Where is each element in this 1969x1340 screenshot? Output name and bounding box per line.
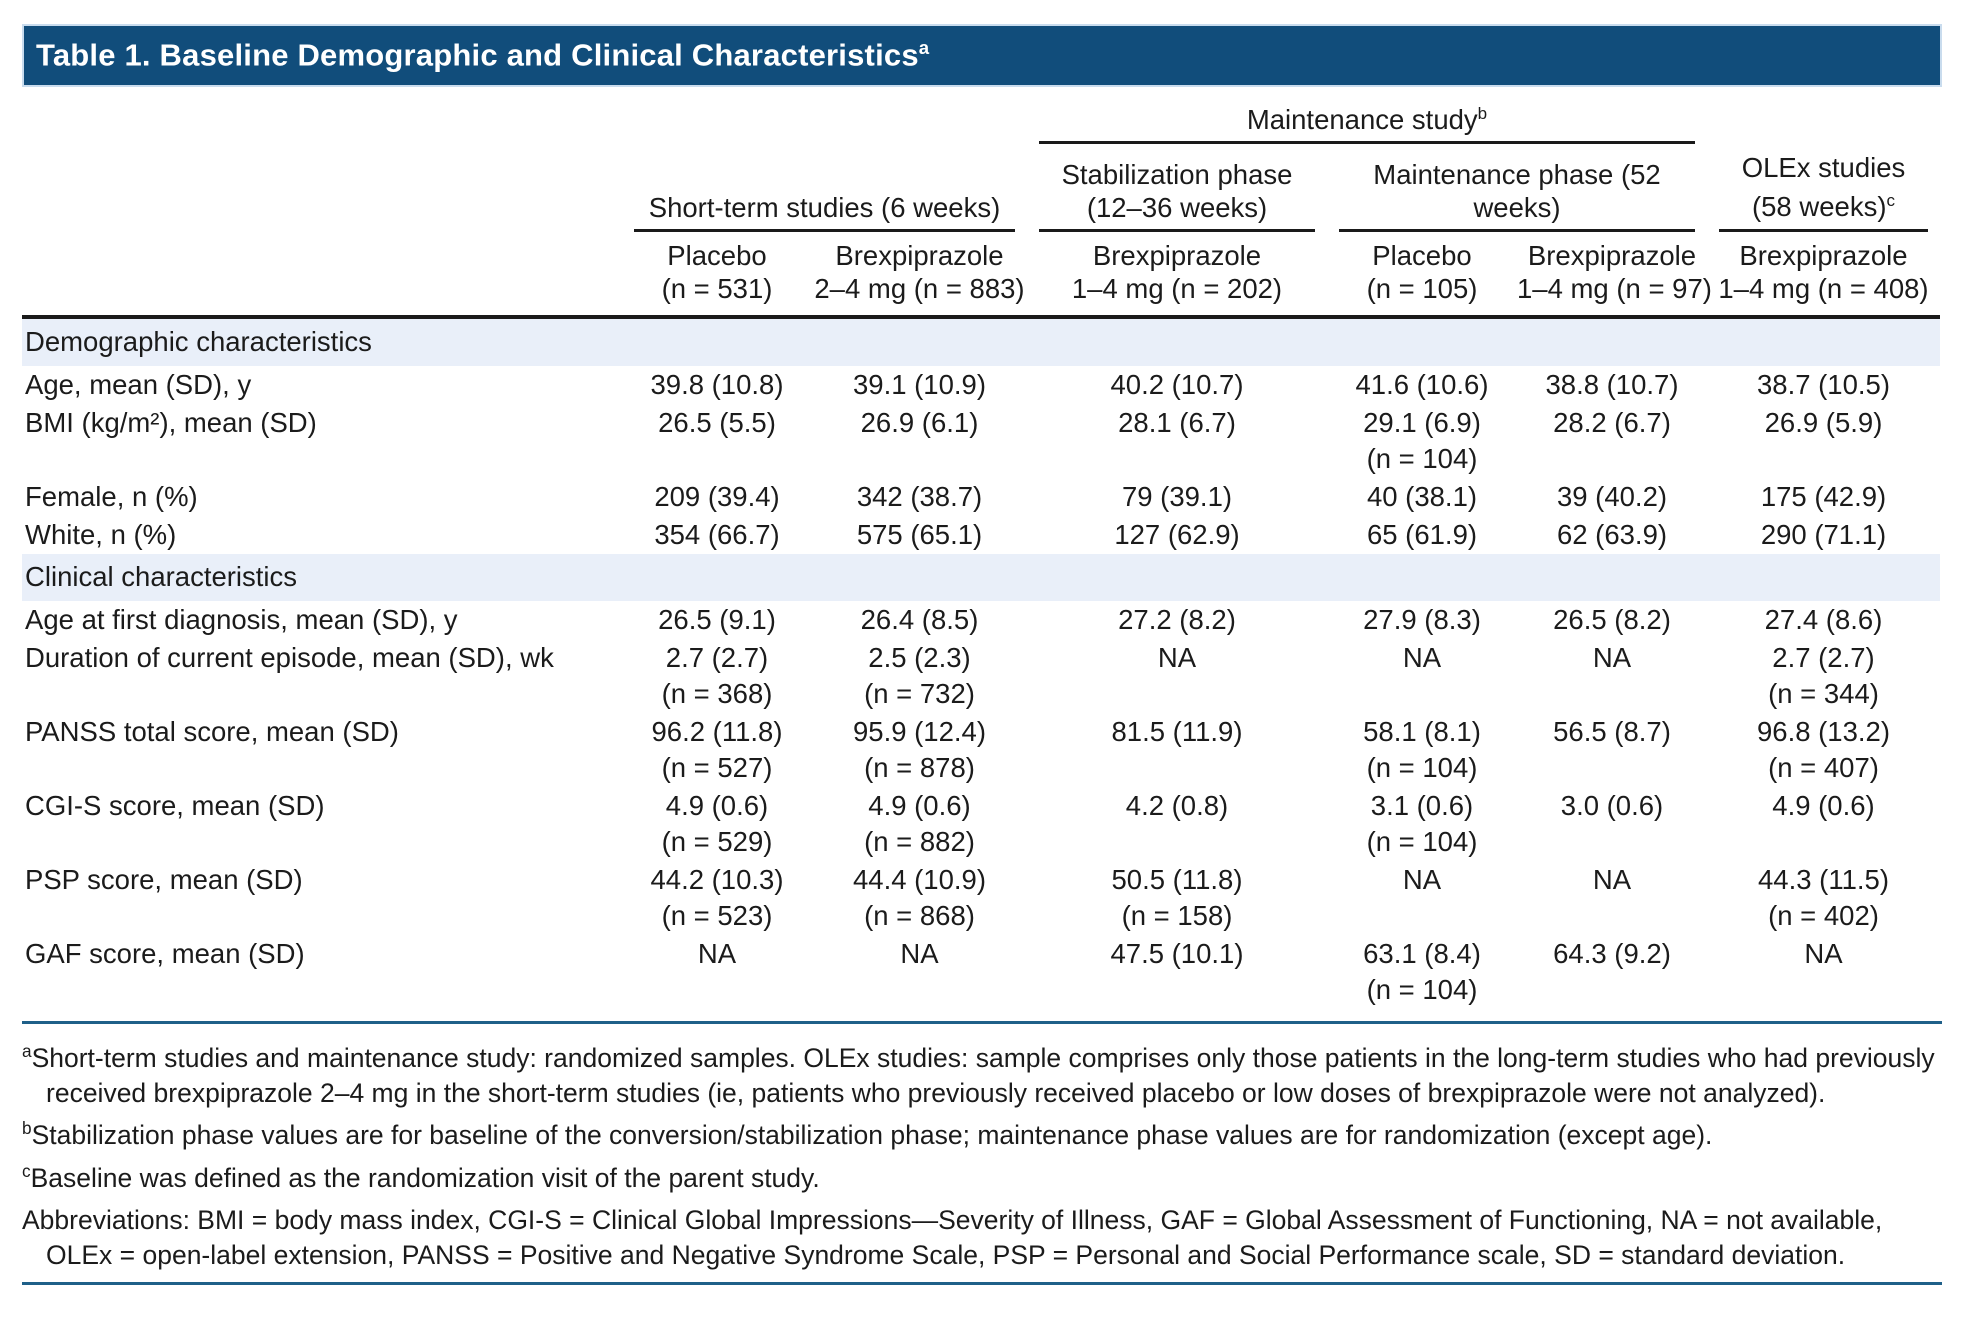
cell: NA <box>1402 641 1442 673</box>
footnote-text: Baseline was defined as the randomization visit of the parent study. <box>30 1162 820 1193</box>
empty-cell <box>22 95 622 144</box>
section-header-clinical <box>22 554 1940 601</box>
cell: 4.9 (0.6) (n = 882) <box>864 789 975 857</box>
cell: 342 (38.7) <box>856 480 983 512</box>
baseline-characteristics-table <box>22 95 1940 1008</box>
cell: NA <box>697 937 737 969</box>
cell: 44.3 (11.5) (n = 402) <box>1758 863 1889 931</box>
row-label: BMI (kg/m²), mean (SD) <box>25 406 317 438</box>
column-header-row <box>22 232 1940 317</box>
footnotes <box>22 1034 1942 1274</box>
cell: 41.6 (10.6) <box>1355 368 1489 400</box>
table-row-age <box>22 366 1940 404</box>
cell: 29.1 (6.9) (n = 104) <box>1363 406 1481 474</box>
cell: 39.1 (10.9) <box>852 368 986 400</box>
cell: 2.5 (2.3) (n = 732) <box>864 641 975 709</box>
cell: 3.1 (0.6) (n = 104) <box>1366 789 1478 857</box>
cell: 4.9 (0.6) (n = 529) <box>661 789 773 857</box>
cell: 26.5 (8.2) <box>1553 603 1671 635</box>
bottom-rule <box>22 1282 1942 1285</box>
cell: 38.8 (10.7) <box>1545 368 1679 400</box>
cell: 62 (63.9) <box>1556 518 1668 550</box>
cell: 27.2 (8.2) <box>1118 603 1236 635</box>
table-row-white <box>22 516 1940 554</box>
column-header-brex-883: Brexpiprazole 2–4 mg (n = 883) <box>812 232 1027 317</box>
cell: 26.9 (5.9) <box>1764 406 1883 438</box>
table-header <box>22 95 1940 316</box>
cell: 26.5 (5.5) <box>658 406 776 438</box>
cell: 26.9 (6.1) <box>860 406 979 438</box>
column-header-placebo-531: Placebo (n = 531) <box>622 232 812 317</box>
row-label: PSP score, mean (SD) <box>25 863 303 895</box>
cell: NA <box>900 937 939 969</box>
short-term-group-header <box>622 144 1027 231</box>
cell: 40.2 (10.7) <box>1110 368 1244 400</box>
maintenance-phase-label: Maintenance phase (52 weeks) <box>1373 158 1661 223</box>
cell: 354 (66.7) <box>654 518 780 550</box>
row-label: Female, n (%) <box>25 480 198 512</box>
maintenance-phase-group-header <box>1327 144 1707 231</box>
cell: 95.9 (12.4) (n = 878) <box>852 715 986 783</box>
footnote-marker: c <box>22 1160 31 1181</box>
table-row-cgis <box>22 787 1940 861</box>
short-term-label: Short-term studies (6 weeks) <box>634 191 1015 232</box>
empty-cell <box>622 95 1027 144</box>
cell: 64.3 (9.2) <box>1553 937 1671 969</box>
cell: 44.2 (10.3) (n = 523) <box>650 863 784 931</box>
cell: 63.1 (8.4) (n = 104) <box>1363 937 1481 1005</box>
footnote-c <box>22 1154 1942 1196</box>
footnote-text: Stabilization phase values are for baseline of the conversion/stabilization phase; maintenance phase values are for randomization (except age). <box>31 1120 1713 1151</box>
cell: 175 (42.9) <box>1760 480 1887 512</box>
cell: 40 (38.1) <box>1366 480 1478 512</box>
footnote-top-rule <box>22 1021 1942 1024</box>
header-group-row-2 <box>22 144 1940 231</box>
cell: 65 (61.9) <box>1366 518 1478 550</box>
cell: NA <box>1592 641 1632 673</box>
footnote-marker: a <box>22 1040 32 1061</box>
empty-cell <box>1707 95 1940 144</box>
row-label: Age, mean (SD), y <box>25 368 252 400</box>
row-label: GAF score, mean (SD) <box>25 937 305 969</box>
cell: 209 (39.4) <box>654 480 780 512</box>
table-title: Table 1. Baseline Demographic and Clinical Characteristics <box>36 37 919 73</box>
cell: 81.5 (11.9) <box>1111 715 1243 747</box>
cell: 39 (40.2) <box>1556 480 1668 512</box>
table-row-panss <box>22 713 1940 787</box>
cell: 575 (65.1) <box>856 518 983 550</box>
table-row-duration <box>22 639 1940 713</box>
table-row-female <box>22 478 1940 516</box>
stabilization-group-header <box>1027 144 1327 231</box>
cell: 2.7 (2.7) (n = 344) <box>1768 641 1879 709</box>
cell: 4.9 (0.6) <box>1772 789 1875 821</box>
row-label: PANSS total score, mean (SD) <box>25 715 399 747</box>
column-header-brex-97: Brexpiprazole 1–4 mg (n = 97) <box>1517 232 1707 317</box>
maintenance-study-group-header <box>1027 95 1707 144</box>
cell: 127 (62.9) <box>1114 518 1240 550</box>
section-label: Demographic characteristics <box>22 317 1940 366</box>
section-header-demographic <box>22 317 1940 366</box>
table-title-footnote-marker: a <box>918 37 930 58</box>
cell: 47.5 (10.1) <box>1110 937 1244 969</box>
table-row-psp <box>22 861 1940 935</box>
cell: 27.4 (8.6) <box>1764 603 1883 635</box>
maintenance-study-label: Maintenance study <box>1246 104 1478 136</box>
empty-cell <box>22 232 622 317</box>
cell: 44.4 (10.9) (n = 868) <box>852 863 986 931</box>
cell: 28.2 (6.7) <box>1553 406 1671 438</box>
cell: 3.0 (0.6) <box>1560 789 1664 821</box>
cell: 38.7 (10.5) <box>1756 368 1890 400</box>
stabilization-label: Stabilization phase (12–36 weeks) <box>1039 158 1315 232</box>
cell: NA <box>1402 863 1442 895</box>
footnote-marker: b <box>22 1118 32 1139</box>
cell: 26.5 (9.1) <box>658 603 776 635</box>
footnote-b <box>22 1111 1942 1153</box>
row-label: Age at first diagnosis, mean (SD), y <box>25 603 458 635</box>
row-label: CGI-S score, mean (SD) <box>25 789 325 821</box>
column-header-brex-408: Brexpiprazole 1–4 mg (n = 408) <box>1707 232 1940 317</box>
table-row-bmi <box>22 404 1940 478</box>
cell: 4.2 (0.8) <box>1125 789 1229 821</box>
olex-group-header <box>1707 144 1940 231</box>
cell: 28.1 (6.7) <box>1118 406 1236 438</box>
cell: 26.4 (8.5) <box>860 603 979 635</box>
row-label: Duration of current episode, mean (SD), wk <box>25 641 554 673</box>
table-row-gaf <box>22 935 1940 1009</box>
cell: 79 (39.1) <box>1121 480 1233 512</box>
row-label: White, n (%) <box>25 518 177 550</box>
cell: 96.8 (13.2) (n = 407) <box>1756 715 1890 783</box>
cell: NA <box>1804 937 1843 969</box>
section-label: Clinical characteristics <box>22 554 1940 601</box>
cell: 58.1 (8.1) (n = 104) <box>1363 715 1481 783</box>
cell: 96.2 (11.8) (n = 527) <box>651 715 783 783</box>
cell: 2.7 (2.7) (n = 368) <box>661 641 773 709</box>
cell: 56.5 (8.7) <box>1553 715 1671 747</box>
footnote-text: Abbreviations: BMI = body mass index, CGI-S = Clinical Global Impressions—Severity of Illness, GAF = Global Assessment of Functioning, NA = not available, OLEx = open-label extension, PANSS = Positive and Negative Syndrome Scale, PSP = Personal and Social Performance scale, SD = standard deviation. <box>22 1204 1883 1271</box>
cell: NA <box>1592 863 1632 895</box>
olex-label: OLEx studies (58 weeks) <box>1741 152 1906 223</box>
column-header-brex-202: Brexpiprazole 1–4 mg (n = 202) <box>1027 232 1327 317</box>
empty-cell <box>22 144 622 231</box>
cell: 50.5 (11.8) (n = 158) <box>1111 863 1243 931</box>
cell: 39.8 (10.8) <box>650 368 784 400</box>
cell: NA <box>1157 641 1197 673</box>
cell: 290 (71.1) <box>1760 518 1887 550</box>
table-body <box>22 317 1940 1009</box>
olex-footnote-marker: c <box>1886 191 1895 211</box>
footnote-text: Short-term studies and maintenance study: randomized samples. OLEx studies: sample comprises only those patients in the long-term studies who had previously received brexpiprazole 2–4 mg in the short-term studies (ie, patients who previously received placebo or low doses of brexpiprazole were not analyzed). <box>31 1042 1935 1108</box>
cell: 27.9 (8.3) <box>1363 603 1481 635</box>
table-title-bar <box>22 24 1942 87</box>
footnote-abbreviations <box>22 1196 1942 1274</box>
footnote-a <box>22 1034 1942 1112</box>
column-header-placebo-105: Placebo (n = 105) <box>1327 232 1517 317</box>
header-group-row-1 <box>22 95 1940 144</box>
table-row-age-first-diagnosis <box>22 601 1940 639</box>
maintenance-study-footnote-marker: b <box>1477 104 1488 124</box>
